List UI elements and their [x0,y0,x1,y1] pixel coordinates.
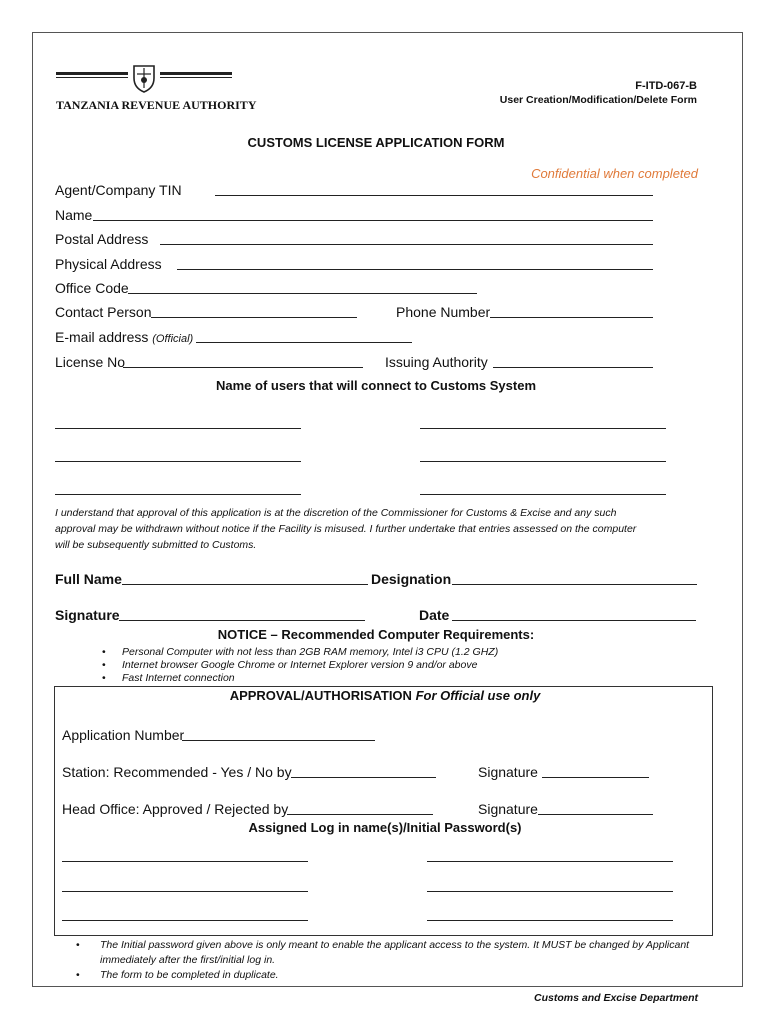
head-office-field[interactable] [287,814,433,815]
office-code-field[interactable] [128,293,477,294]
user-line[interactable] [55,494,301,495]
user-line[interactable] [420,461,666,462]
user-line[interactable] [420,428,666,429]
declaration-line: will be subsequently submitted to Customs. [55,539,257,551]
list-item: • The Initial password given above is only meant to enable the applicant access to the system. It MUST be changed by Applicant immediately after the first/initial log in. [70,938,700,968]
list-item: • The form to be completed in duplicate. [70,968,700,983]
footer-department: Customs and Excise Department [534,992,698,1004]
approval-heading-suffix: For Official use only [415,688,541,703]
head-office-label: Head Office: Approved / Rejected by [62,801,289,817]
approval-heading-text: APPROVAL/AUTHORISATION [229,688,412,703]
date-field[interactable] [452,620,696,621]
email-label [55,329,193,345]
issuing-label: Issuing Authority [385,354,488,370]
physical-field[interactable] [177,269,653,270]
office-code-label: Office Code [55,280,129,296]
user-line[interactable] [55,461,301,462]
org-name: TANZANIA REVENUE AUTHORITY [56,98,257,112]
log-line[interactable] [427,920,673,921]
signature-field[interactable] [119,620,365,621]
list-item: • Internet browser Google Chrome or Internet Explorer version 9 and/or above [96,659,498,672]
application-number-label: Application Number [62,727,185,743]
email-label-text: E-mail address [55,329,149,345]
user-line[interactable] [55,428,301,429]
physical-label: Physical Address [55,256,162,272]
contact-label: Contact Person [55,304,152,320]
email-note: (Official) [152,333,194,345]
designation-field[interactable] [452,584,697,585]
application-number-field[interactable] [182,740,375,741]
declaration-line: I understand that approval of this application is at the discretion of the Commissioner for Customs & Excise and any such [55,507,617,519]
log-line[interactable] [62,891,308,892]
contact-field[interactable] [151,317,357,318]
list-item: • Fast Internet connection [96,672,498,685]
form-title: CUSTOMS LICENSE APPLICATION FORM [247,135,505,150]
station-signature-label: Signature [478,764,538,780]
form-subtitle: User Creation/Modification/Delete Form [499,94,697,106]
license-label: License No [55,354,126,370]
phone-label: Phone Number [396,304,491,320]
form-code: F-ITD-067-B [635,80,697,92]
coat-of-arms-icon [130,62,158,94]
license-field[interactable] [123,367,363,368]
name-field[interactable] [93,220,653,221]
postal-label: Postal Address [55,231,149,247]
log-line[interactable] [62,920,308,921]
tin-field[interactable] [215,195,653,196]
full-name-label: Full Name [55,571,122,587]
designation-label: Designation [371,571,452,587]
name-label: Name [55,207,93,223]
log-line[interactable] [427,891,673,892]
approval-heading [0,688,770,703]
user-line[interactable] [420,494,666,495]
confidential-note: Confidential when completed [531,166,698,181]
signature-label: Signature [55,607,120,623]
declaration [55,505,636,553]
notice-heading: NOTICE – Recommended Computer Requirements: [217,627,535,642]
station-signature-field[interactable] [542,777,649,778]
station-field[interactable] [291,777,436,778]
email-field[interactable] [196,342,412,343]
phone-field[interactable] [490,317,653,318]
log-line[interactable] [427,861,673,862]
full-name-field[interactable] [122,584,368,585]
list-item: • Personal Computer with not less than 2GB RAM memory, Intel i3 CPU (1.2 GHZ) [96,646,498,659]
users-heading: Name of users that will connect to Customs System [215,378,537,393]
log-line[interactable] [62,861,308,862]
head-office-signature-field[interactable] [538,814,653,815]
tin-label: Agent/Company TIN [55,182,182,198]
issuing-field[interactable] [493,367,653,368]
log-heading: Assigned Log in name(s)/Initial Password(s) [248,820,522,835]
declaration-line: approval may be withdrawn without notice if the Facility is misused. I further undertake that entries assessed on the computer [55,523,637,535]
requirements-list [96,646,498,685]
station-label: Station: Recommended - Yes / No by [62,764,292,780]
postal-field[interactable] [160,244,653,245]
footnotes-list [70,938,700,983]
head-office-signature-label: Signature [478,801,538,817]
date-label: Date [419,607,450,623]
